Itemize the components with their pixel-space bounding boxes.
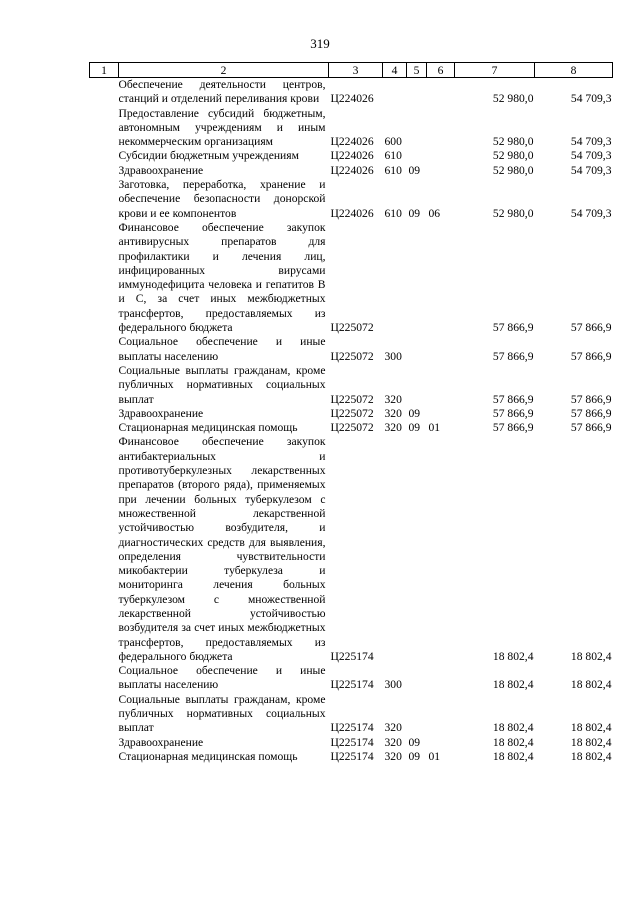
table-body [90, 78, 613, 765]
table-row [90, 664, 613, 693]
cell-name: Здравоохранение [118, 163, 204, 177]
cell-amount-1: 52 980,0 [492, 163, 534, 177]
cell-name: Предоставление субсидий бюджетным, автономным учреждениям и иным некоммерческим организациям [118, 106, 326, 149]
column-header-7: 7 [455, 63, 535, 78]
cell-section: 09 [408, 421, 421, 435]
table-row [90, 693, 613, 736]
cell-amount-1: 57 866,9 [492, 349, 534, 363]
cell-empty [90, 421, 119, 435]
cell-subsection [427, 693, 455, 736]
cell-subsection [427, 149, 455, 163]
table-header-row [90, 63, 613, 78]
cell-expense-type: 320 [384, 735, 402, 749]
cell-empty [90, 693, 119, 736]
cell-amount-2: 54 709,3 [570, 163, 612, 177]
column-header-3: 3 [329, 63, 383, 78]
cell-subsection [427, 407, 455, 421]
cell-section: 09 [408, 163, 421, 177]
cell-target-code: Ц225174 [330, 721, 374, 735]
cell-amount-2: 18 802,4 [570, 721, 612, 735]
cell-name: Здравоохранение [118, 735, 204, 749]
cell-target-code: Ц225072 [330, 321, 374, 335]
cell-target-code: Ц225174 [330, 749, 374, 763]
cell-target-code: Ц225174 [330, 735, 374, 749]
cell-name: Обеспечение деятельности центров, станций и отделений переливания крови [118, 78, 326, 106]
cell-section: 09 [408, 735, 421, 749]
cell-expense-type: 610 [384, 163, 402, 177]
cell-target-code: Ц225072 [330, 421, 374, 435]
cell-section [407, 693, 427, 736]
cell-target-code: Ц224026 [330, 163, 374, 177]
cell-section [407, 107, 427, 150]
cell-empty [90, 435, 119, 664]
cell-target-code: Ц225072 [330, 406, 374, 420]
table-row [90, 221, 613, 335]
cell-empty [90, 664, 119, 693]
cell-amount-2: 57 866,9 [570, 421, 612, 435]
cell-expense-type [383, 78, 407, 107]
cell-target-code: Ц224026 [330, 92, 374, 106]
column-header-1: 1 [90, 63, 119, 78]
cell-expense-type: 320 [384, 406, 402, 420]
cell-amount-2: 57 866,9 [570, 406, 612, 420]
cell-amount-2: 57 866,9 [570, 321, 612, 335]
cell-empty [90, 736, 119, 750]
cell-subsection [427, 107, 455, 150]
cell-amount-2: 18 802,4 [570, 749, 612, 763]
cell-expense-type: 320 [384, 721, 402, 735]
column-header-6: 6 [427, 63, 455, 78]
cell-expense-type [383, 435, 407, 664]
cell-expense-type: 320 [384, 749, 402, 763]
cell-name: Здравоохранение [118, 406, 204, 420]
cell-name: Социальные выплаты гражданам, кроме публичных нормативных социальных выплат [118, 692, 326, 735]
column-header-8: 8 [535, 63, 613, 78]
cell-empty [90, 178, 119, 221]
cell-amount-2: 54 709,3 [570, 135, 612, 149]
cell-name: Заготовка, переработка, хранение и обеспечение безопасности донорской крови и ее компонентов [118, 178, 326, 220]
cell-amount-1: 52 980,0 [492, 206, 534, 220]
cell-amount-1: 18 802,4 [492, 721, 534, 735]
cell-name: Социальные выплаты гражданам, кроме публичных нормативных социальных выплат [118, 363, 326, 406]
table-row [90, 178, 613, 221]
table-row [90, 364, 613, 407]
column-header-4: 4 [383, 63, 407, 78]
cell-amount-1: 18 802,4 [492, 749, 534, 763]
budget-table [89, 62, 613, 764]
cell-empty [90, 164, 119, 178]
cell-empty [90, 364, 119, 407]
cell-amount-1: 52 980,0 [492, 92, 534, 106]
cell-empty [90, 335, 119, 364]
cell-name: Социальное обеспечение и иные выплаты населению [118, 335, 326, 363]
cell-target-code: Ц225072 [330, 349, 374, 363]
cell-section: 09 [408, 749, 421, 763]
cell-target-code: Ц225072 [330, 392, 374, 406]
table-row [90, 78, 613, 107]
cell-name: Финансовое обеспечение закупок антибактериальных и противотуберкулезных лекарственных препаратов (второго ряда), применяемых при лечении больных туберкулезом с множественной лекарственной устойчивостью возбудителя, и диагностических средств для выявления, определения чувствительности микобактерии туберкулеза и мониторинга лечения больных туберкулезом с множественной лекарственной устойчивостью возбудителя за счет иных межбюджетных трансфертов, предоставляемых из федерального бюджета [118, 435, 326, 663]
cell-expense-type: 600 [384, 135, 402, 149]
cell-subsection [427, 435, 455, 664]
page-number: 319 [310, 36, 330, 51]
table-row [90, 149, 613, 163]
cell-name: Субсидии бюджетным учреждениям [118, 149, 299, 163]
table-row [90, 421, 613, 435]
cell-amount-1: 18 802,4 [492, 678, 534, 692]
cell-amount-2: 57 866,9 [570, 392, 612, 406]
cell-subsection: 01 [428, 421, 441, 435]
cell-name: Социальное обеспечение и иные выплаты населению [118, 664, 326, 692]
cell-subsection [427, 364, 455, 407]
cell-target-code: Ц224026 [330, 135, 374, 149]
cell-empty [90, 107, 119, 150]
cell-subsection [427, 664, 455, 693]
cell-section: 09 [408, 206, 421, 220]
cell-amount-1: 52 980,0 [492, 135, 534, 149]
cell-amount-2: 18 802,4 [570, 678, 612, 692]
cell-amount-1: 18 802,4 [492, 649, 534, 663]
cell-expense-type: 610 [384, 149, 402, 163]
column-header-5: 5 [407, 63, 427, 78]
cell-expense-type: 610 [384, 206, 402, 220]
cell-amount-2: 18 802,4 [570, 649, 612, 663]
cell-amount-2: 57 866,9 [570, 349, 612, 363]
cell-expense-type: 320 [384, 421, 402, 435]
cell-expense-type [383, 221, 407, 335]
table-row [90, 435, 613, 664]
cell-section [407, 221, 427, 335]
cell-subsection [427, 335, 455, 364]
cell-amount-1: 18 802,4 [492, 735, 534, 749]
column-header-2: 2 [119, 63, 329, 78]
cell-target-code: Ц224026 [330, 206, 374, 220]
cell-expense-type: 300 [384, 678, 402, 692]
cell-amount-2: 54 709,3 [570, 206, 612, 220]
cell-empty [90, 149, 119, 163]
table-row [90, 407, 613, 421]
cell-name: Стационарная медицинская помощь [118, 421, 298, 435]
cell-amount-1: 57 866,9 [492, 392, 534, 406]
cell-section [407, 335, 427, 364]
table-row [90, 335, 613, 364]
cell-target-code: Ц224026 [330, 149, 374, 163]
cell-expense-type: 320 [384, 392, 402, 406]
cell-empty [90, 407, 119, 421]
cell-section [407, 78, 427, 107]
cell-empty [90, 78, 119, 107]
cell-subsection: 01 [428, 749, 441, 763]
cell-section: 09 [408, 406, 421, 420]
table-row [90, 750, 613, 764]
table-row [90, 736, 613, 750]
cell-section [407, 435, 427, 664]
cell-amount-2: 54 709,3 [570, 92, 612, 106]
cell-subsection [427, 78, 455, 107]
cell-section [407, 149, 427, 163]
cell-subsection [427, 736, 455, 750]
cell-expense-type: 300 [384, 349, 402, 363]
cell-section [407, 664, 427, 693]
cell-amount-1: 57 866,9 [492, 421, 534, 435]
cell-name: Стационарная медицинская помощь [118, 749, 298, 763]
cell-amount-2: 18 802,4 [570, 735, 612, 749]
cell-amount-2: 54 709,3 [570, 149, 612, 163]
cell-target-code: Ц225174 [330, 649, 374, 663]
cell-subsection [427, 221, 455, 335]
table-row [90, 107, 613, 150]
cell-section [407, 364, 427, 407]
cell-amount-1: 52 980,0 [492, 149, 534, 163]
cell-subsection [427, 164, 455, 178]
cell-amount-1: 57 866,9 [492, 406, 534, 420]
table-row [90, 164, 613, 178]
cell-subsection: 06 [428, 206, 441, 220]
cell-target-code: Ц225174 [330, 678, 374, 692]
cell-empty [90, 750, 119, 764]
cell-amount-1: 57 866,9 [492, 321, 534, 335]
cell-name: Финансовое обеспечение закупок антивирусных препаратов для профилактики и лечения лиц, инфицированных вирусами иммунодефицита человека и гепатитов В и С, за счет иных межбюджетных трансфертов, предоставляемых из федерального бюджета [118, 220, 326, 335]
cell-empty [90, 221, 119, 335]
